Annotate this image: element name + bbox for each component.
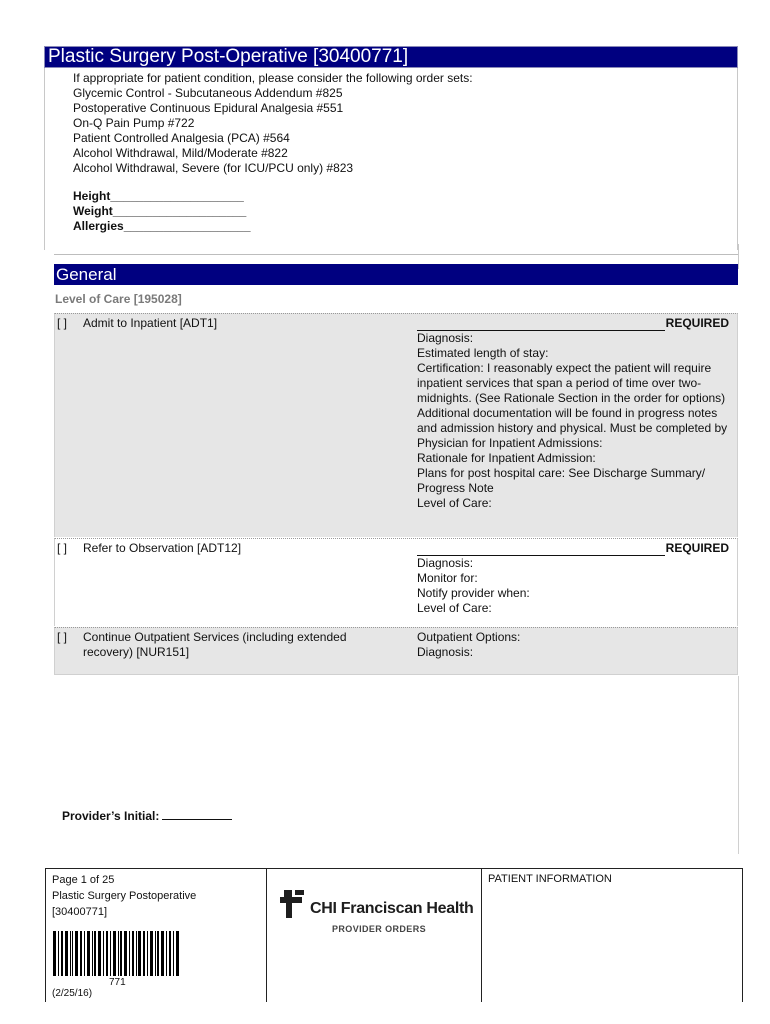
organization-name: CHI Franciscan Health [310, 900, 474, 917]
required-label: REQUIRED [665, 541, 729, 555]
subsection-title: Level of Care [195028] [55, 292, 182, 306]
detail-line: Plans for post hospital care: See Discharge Summary/ Progress Note [417, 466, 706, 495]
divider [481, 868, 482, 1002]
provider-initial-blank[interactable] [162, 809, 232, 820]
order-set-title: Plastic Surgery Post-Operative [30400771] [48, 46, 409, 67]
divider [54, 254, 738, 255]
patient-information-label: PATIENT INFORMATION [488, 873, 612, 885]
form-name: Plastic Surgery Postoperative [52, 890, 197, 902]
order-name: Admit to Inpatient [ADT1] [83, 316, 218, 330]
footer-form-info [52, 872, 196, 920]
height-field[interactable]: Height____________________ [73, 189, 244, 203]
chi-cross-logo-icon [280, 887, 308, 921]
order-checkbox[interactable]: [ ] [57, 630, 68, 644]
detail-line: Estimated length of stay: [417, 346, 549, 360]
order-name: Refer to Observation [ADT12] [83, 541, 242, 555]
divider [738, 676, 739, 854]
detail-line: Level of Care: [417, 496, 492, 510]
order-details [417, 316, 729, 511]
intro-line: Patient Controlled Analgesia (PCA) #564 [73, 131, 290, 145]
order-checkbox[interactable]: [ ] [57, 541, 68, 555]
section-bar-general [54, 264, 738, 285]
order-name: Continue Outpatient Services (including extended recovery) [NUR151] [83, 630, 347, 659]
allergies-field[interactable]: Allergies___________________ [73, 219, 251, 233]
divider [738, 244, 739, 269]
required-label: REQUIRED [665, 316, 729, 330]
revision-date: (2/25/16) [52, 988, 93, 999]
detail-line: Level of Care: [417, 601, 492, 615]
required-line [417, 316, 729, 331]
required-blank[interactable] [417, 544, 665, 556]
required-blank[interactable] [417, 319, 665, 331]
form-id: [30400771] [52, 906, 108, 918]
intro-line: Alcohol Withdrawal, Severe (for ICU/PCU only) #823 [73, 161, 354, 175]
provider-initial [62, 809, 232, 823]
order-row-admit-inpatient [54, 313, 738, 537]
detail-line: Diagnosis: [417, 331, 474, 345]
order-row-outpatient [54, 627, 738, 675]
required-line [417, 541, 729, 556]
order-set-title-bar [44, 46, 738, 68]
provider-initial-label: Provider’s Initial: [62, 809, 160, 823]
barcode [53, 931, 183, 976]
section-title: General [56, 265, 117, 284]
intro-line: Glycemic Control - Subcutaneous Addendum #825 [73, 86, 343, 100]
detail-line: Rationale for Inpatient Admission: [417, 451, 596, 465]
intro-line: Alcohol Withdrawal, Mild/Moderate #822 [73, 146, 288, 160]
detail-line: Monitor for: [417, 571, 478, 585]
order-checkbox[interactable]: [ ] [57, 316, 68, 330]
patient-fields [73, 189, 251, 234]
order-details [417, 630, 729, 660]
weight-field[interactable]: Weight____________________ [73, 204, 247, 218]
divider [266, 868, 267, 1002]
organization-subtitle: PROVIDER ORDERS [332, 924, 427, 934]
intro-line: Postoperative Continuous Epidural Analgesia #551 [73, 101, 344, 115]
detail-line: Diagnosis: [417, 556, 474, 570]
order-row-observation [54, 538, 738, 626]
detail-line: Outpatient Options: [417, 630, 521, 644]
detail-line: Certification: I reasonably expect the patient will require inpatient services that span a period of time over two-midnights. (See Rationale Section in the order for options) Additional documentation will be found in progress notes and admission history and physical. Must be completed by Physician for Inpatient Admissions: [417, 361, 728, 450]
detail-line: Diagnosis: [417, 645, 474, 659]
barcode-number: 771 [109, 977, 126, 988]
detail-line: Notify provider when: [417, 586, 530, 600]
page-number: Page 1 of 25 [52, 874, 115, 886]
order-details [417, 541, 729, 616]
intro-text [73, 71, 473, 176]
intro-line: On-Q Pain Pump #722 [73, 116, 195, 130]
intro-line: If appropriate for patient condition, please consider the following order sets: [73, 71, 473, 85]
